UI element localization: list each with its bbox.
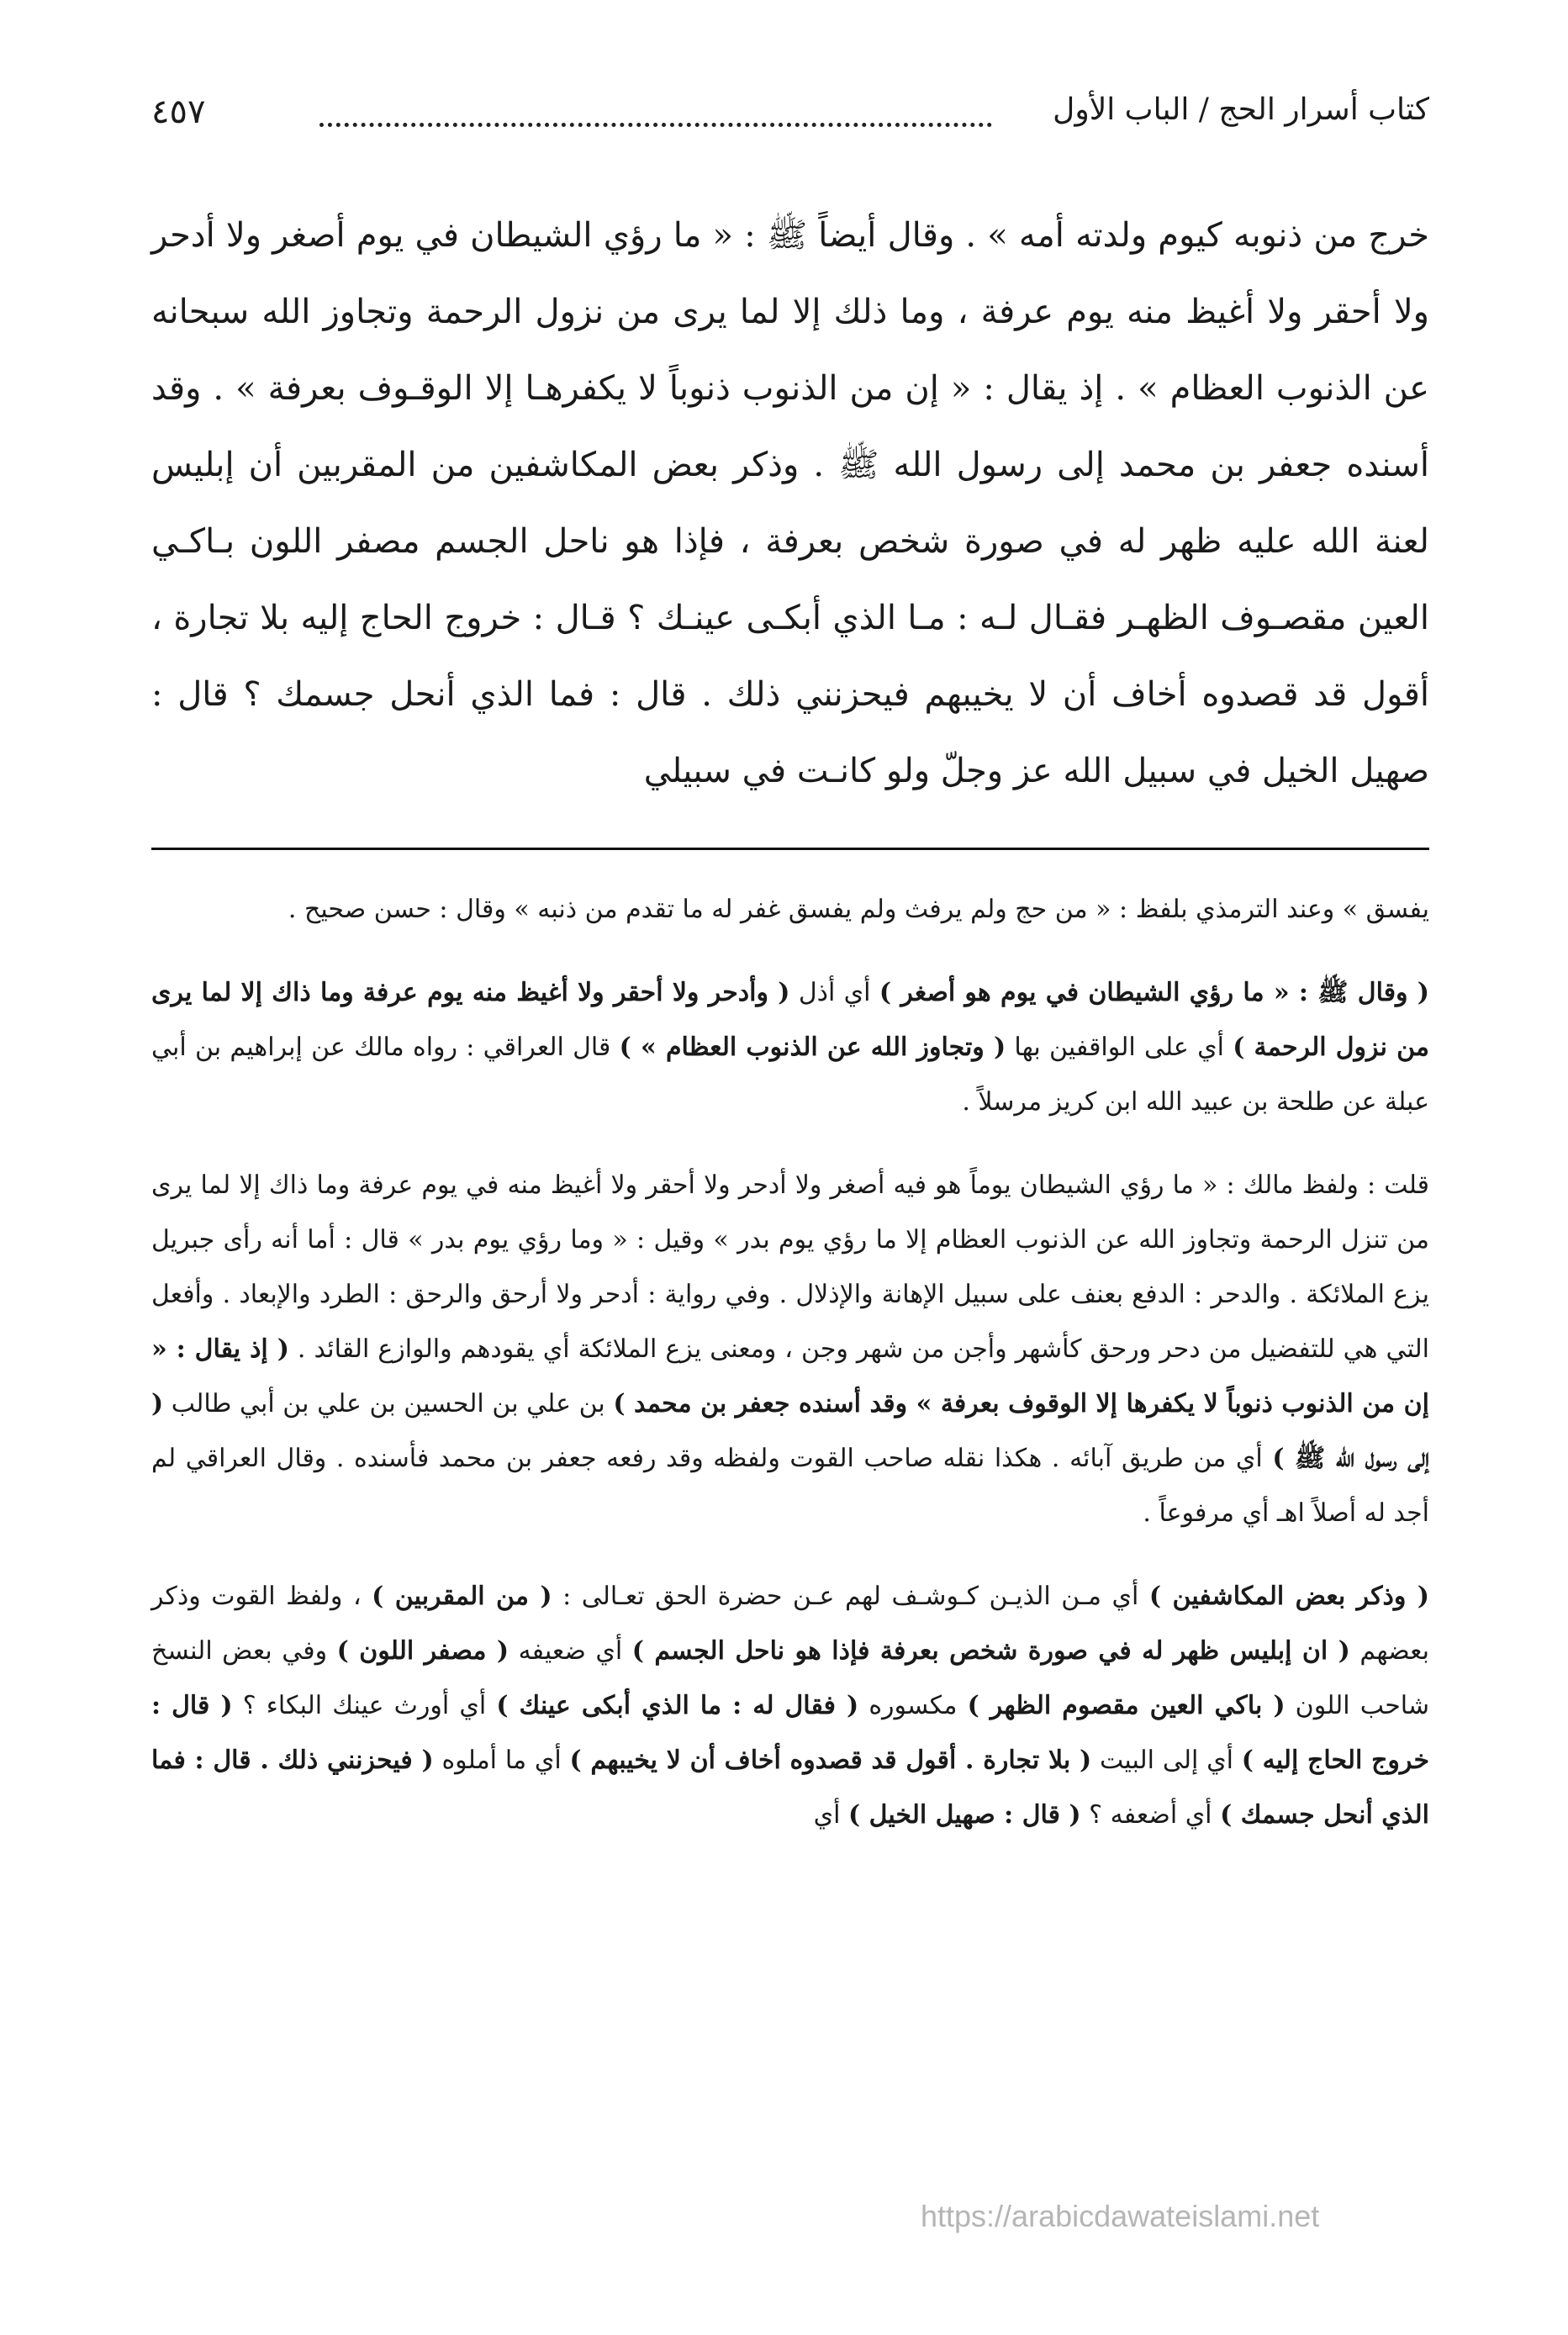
commentary-text: يفسق » وعند الترمذي بلفظ : « من حج ولم يرفث ولم يفسق غفر له ما تقدم من ذنبه » وقال : حسن صحيح . [288,895,1429,924]
commentary-paragraph-3 [151,1158,1429,1540]
commentary-text: قلت : ولفظ مالك : « ما رؤي الشيطان يوماً هو فيه أصغر ولا أدحر ولا أحقر ولا أغيظ منه في يوم عرفة وما ذاك إلا لما يرى من تنزل الرحمة وتجاوز الله عن الذنوب العظام إلا ما رؤي يوم بدر » وقيل : « وما رؤي يوم بدر » قال : أما أنه رأى جبريل يزع الملائكة . والدحر : الدفع بعنف على سبيل الإهانة والإذلال . وفي رواية : أدحر ولا أرحق والرحق : الطرد والإبعاد . وأفعل التي هي للتفضيل من دحر ورحق كأشهر وأجن من شهر وجن ، ومعنى يزع الملائكة أي يقودهم والوازع القائد . [151,1170,1430,1364]
commentary-text: أي على الواقفين بها [1006,1033,1233,1062]
quoted-text: ( وذكر بعض المكاشفين ) [1148,1582,1429,1611]
quoted-text: ( إلى رسول الله ﷺ ) [151,1389,1430,1473]
dotted-leader [319,123,992,127]
commentary-text: قال العراقي : رواه مالك عن إبراهيم بن أبي عبلة عن طلحة بن عبيد الله ابن كريز مرسلاً . [151,1033,1429,1117]
running-title: كتاب أسرار الحج / الباب الأول [1053,92,1429,127]
quoted-text: ( بلا تجارة . أقول قد قصدوه أخاف أن لا يخيبهم ) [569,1746,1092,1775]
commentary-text: بن علي بن الحسين بن علي بن أبي طالب [163,1389,614,1418]
commentary-paragraph-1 [151,882,1429,937]
commentary-text: أي إلى البيت [1091,1746,1242,1775]
commentary-paragraph-4 [151,1569,1429,1842]
quoted-text: ( فيحزنني ذلك . قال : فما الذي أنحل جسمك ) [151,1746,1429,1830]
quoted-text: ( ان إبليس ظهر له في صورة شخص بعرفة فإذا هو ناحل الجسم ) [631,1636,1350,1666]
commentary-text: أي ما أملوه [433,1746,570,1775]
quoted-text: ( وقال ﷺ : « ما رؤي الشيطان في يوم هو أصغر ) [879,978,1429,1007]
commentary-text: وفي بعض النسخ شاحب اللون [151,1636,1430,1720]
commentary-text: أي مـن الذيـن كـوشـف لهم عـن حضرة الحق تعـالى : [552,1582,1149,1611]
quoted-text: ( فقال له : ما الذي أبكى عينك ) [496,1691,859,1720]
commentary-text: أي أورث عينك البكاء ؟ [232,1691,497,1720]
quoted-text: ( قال : خروج الحاج إليه ) [151,1691,1430,1775]
commentary [151,882,1429,1842]
commentary-text: أي من طريق آبائه . هكذا نقله صاحب القوت ولفظه وقد رفعه جعفر بن محمد فأسنده . وقال العراقي لم أجد له أصلاً اهـ أي مرفوعاً . [151,1444,1429,1528]
commentary-text: أي [813,1800,848,1830]
commentary-text: مكسوره [858,1691,968,1720]
quoted-text: ( قال : صهيل الخيل ) [847,1800,1081,1830]
quoted-text: ( باكي العين مقصوم الظهر ) [967,1691,1286,1720]
commentary-paragraph-2 [151,965,1429,1129]
watermark-url: https://arabicdawateislami.net [921,2199,1320,2233]
commentary-text: ، ولفظ القوت وذكر بعضهم [151,1582,1429,1666]
page-number: ٤٥٧ [151,92,206,131]
quoted-text: ( وتجاوز الله عن الذنوب العظام » ) [619,1033,1006,1062]
commentary-text: أي ضعيفه [509,1636,632,1666]
commentary-text: أي أضعفه ؟ [1080,1800,1221,1830]
quoted-text: ( مصفر اللون ) [336,1636,509,1666]
quoted-text: ( إذ يقال : « إن من الذنوب ذنوباً لا يكفرها إلا الوقوف بعرفة » وقد أسنده جعفر بن محمد ) [151,1334,1429,1418]
page-header [151,92,1429,151]
footnote-divider [151,848,1429,850]
main-text: خرج من ذنوبه كيوم ولدته أمه » . وقال أيضاً ﷺ : « ما رؤي الشيطان في يوم أصغر ولا أدحر ولا أحقر ولا أغيظ منه يوم عرفة ، وما ذلك إلا لما يرى من نزول الرحمة وتجاوز الله سبحانه عن الذنوب العظام » . إذ يقال : « إن من الذنوب ذنوباً لا يكفرهـا إلا الوقـوف بعرفة » . وقد أسنده جعفر بن محمد إلى رسول الله ﷺ . وذكر بعض المكاشفين من المقربين أن إبليس لعنة الله عليه ظهر له في صورة شخص بعرفة ، فإذا هو ناحل الجسم مصفر اللون بـاكـي العين مقصـوف الظهـر فقـال لـه : مـا الذي أبكـى عينـك ؟ قـال : خروج الحاج إليه بلا تجارة ، أقول قد قصدوه أخاف أن لا يخيبهم فيحزنني ذلك . قال : فما الذي أنحل جسمك ؟ قال : صهيل الخيل في سبيل الله عز وجلّ ولو كانـت في سبيلي [151,216,1429,790]
quoted-text: ( من المقربين ) [372,1582,552,1611]
quoted-text: ( وأدحر ولا أحقر ولا أغيظ منه يوم عرفة وما ذاك إلا لما يرى من نزول الرحمة ) [151,978,1429,1062]
commentary-text: أي أذل [789,978,879,1007]
book-page [151,92,1429,1871]
